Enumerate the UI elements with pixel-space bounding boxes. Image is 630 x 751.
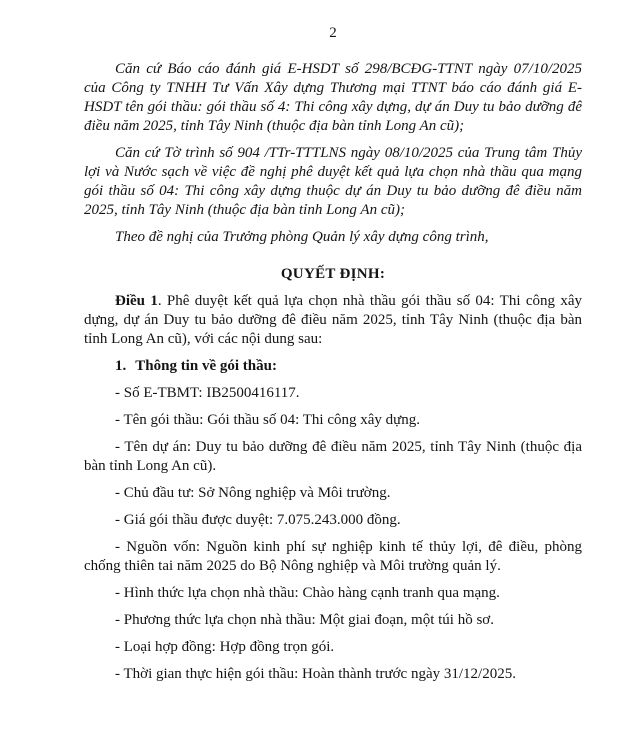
article-1-paragraph	[84, 292, 582, 349]
package-info-item-etbmt: - Số E-TBMT: IB2500416117.	[115, 385, 300, 401]
package-info-item-thoi-gian: - Thời gian thực hiện gói thầu: Hoàn thành trước ngày 31/12/2025.	[115, 666, 516, 682]
package-info-item-nguon-von: - Nguồn vốn: Nguồn kinh phí sự nghiệp kinh tế thủy lợi, đê điều, phòng chống thiên tai năm 2025 do Bộ Nông nghiệp và Môi trường quản lý.	[84, 539, 582, 574]
preamble-paragraph-1: Căn cứ Báo cáo đánh giá E-HSDT số 298/BCĐG-TTNT ngày 07/10/2025 của Công ty TNHH Tư Vấn Xây dựng Thương mại TTNT báo cáo đánh giá E-HSDT tên gói thầu: gói thầu số 4: Thi công xây dựng, dự án Duy tu bảo dưỡng đê điều năm 2025, tỉnh Tây Ninh (thuộc địa bàn tỉnh Long An cũ);	[84, 61, 582, 134]
package-info-item-phuong-thuc: - Phương thức lựa chọn nhà thầu: Một giai đoạn, một túi hồ sơ.	[115, 612, 494, 628]
package-info-item-hinh-thuc: - Hình thức lựa chọn nhà thầu: Chào hàng cạnh tranh qua mạng.	[115, 585, 500, 601]
package-info-item-chu-dau-tu: - Chủ đầu tư: Sở Nông nghiệp và Môi trường.	[115, 485, 391, 501]
preamble-paragraph-3: Theo đề nghị của Trưởng phòng Quản lý xây dựng công trình,	[115, 229, 489, 245]
decision-heading: QUYẾT ĐỊNH:	[280, 266, 386, 282]
article-1-label: Điều 1	[115, 293, 158, 309]
section-1-heading	[84, 357, 582, 376]
preamble-paragraph-2: Căn cứ Tờ trình số 904 /TTr-TTTLNS ngày 08/10/2025 của Trung tâm Thủy lợi và Nước sạch về việc đề nghị phê duyệt kết quả lựa chọn nhà thầu qua mạng gói thầu số 04: Thi công xây dựng thuộc dự án Duy tu bảo dưỡng đê điều năm 2025, tỉnh Tây Ninh (thuộc địa bàn tỉnh Long An cũ);	[84, 145, 582, 218]
section-1-number: 1.	[115, 358, 127, 374]
section-1-title: Thông tin về gói thầu:	[135, 358, 277, 374]
package-info-item-ten-du-an: - Tên dự án: Duy tu bảo dưỡng đê điều năm 2025, tỉnh Tây Ninh (thuộc địa bàn tỉnh Long An cũ).	[84, 439, 582, 474]
page-number: 2	[329, 25, 337, 41]
article-1-text: . Phê duyệt kết quả lựa chọn nhà thầu gói thầu số 04: Thi công xây dựng, dự án Duy tu bảo dưỡng đê điều năm 2025, tỉnh Tây Ninh (thuộc địa bàn tỉnh Long An cũ), với các nội dung sau:	[84, 293, 582, 347]
package-info-item-gia-goi-thau: - Giá gói thầu được duyệt: 7.075.243.000 đồng.	[115, 512, 401, 528]
package-info-item-ten-goi-thau: - Tên gói thầu: Gói thầu số 04: Thi công xây dựng.	[115, 412, 421, 428]
package-info-item-loai-hop-dong: - Loại hợp đồng: Hợp đồng trọn gói.	[115, 639, 335, 655]
